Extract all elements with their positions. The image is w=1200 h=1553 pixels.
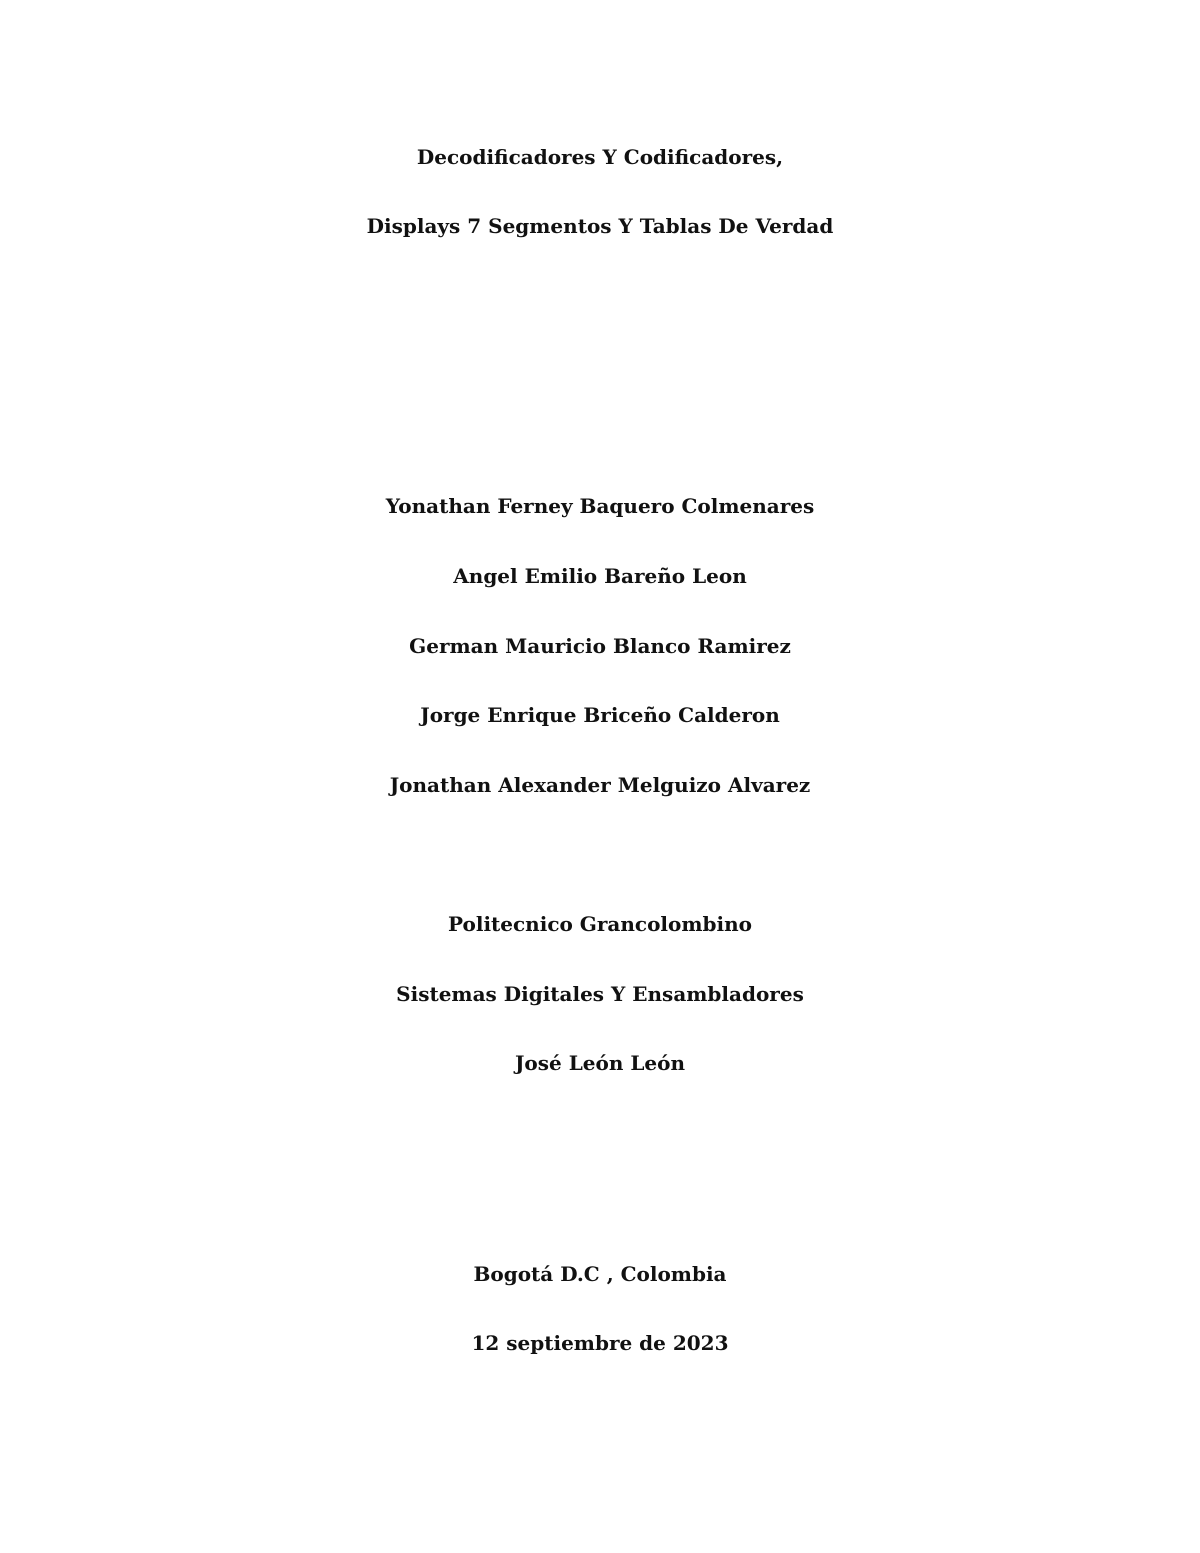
instructor-name: José León León — [514, 1051, 686, 1075]
author-name: Jorge Enrique Briceño Calderon — [420, 703, 780, 727]
author-name: Jonathan Alexander Melguizo Alvarez — [389, 773, 811, 797]
location: Bogotá D.C , Colombia — [473, 1262, 727, 1286]
institution-name: Politecnico Grancolombino — [448, 912, 752, 936]
author-name: Angel Emilio Bareño Leon — [453, 564, 747, 588]
title-line-1: Decodificadores Y Codificadores, — [416, 145, 784, 169]
title-line-2: Displays 7 Segmentos Y Tablas De Verdad — [366, 214, 834, 238]
course-name: Sistemas Digitales Y Ensambladores — [396, 982, 804, 1006]
author-name: German Mauricio Blanco Ramirez — [409, 634, 791, 658]
date: 12 septiembre de 2023 — [471, 1331, 729, 1355]
author-name: Yonathan Ferney Baquero Colmenares — [385, 494, 815, 518]
